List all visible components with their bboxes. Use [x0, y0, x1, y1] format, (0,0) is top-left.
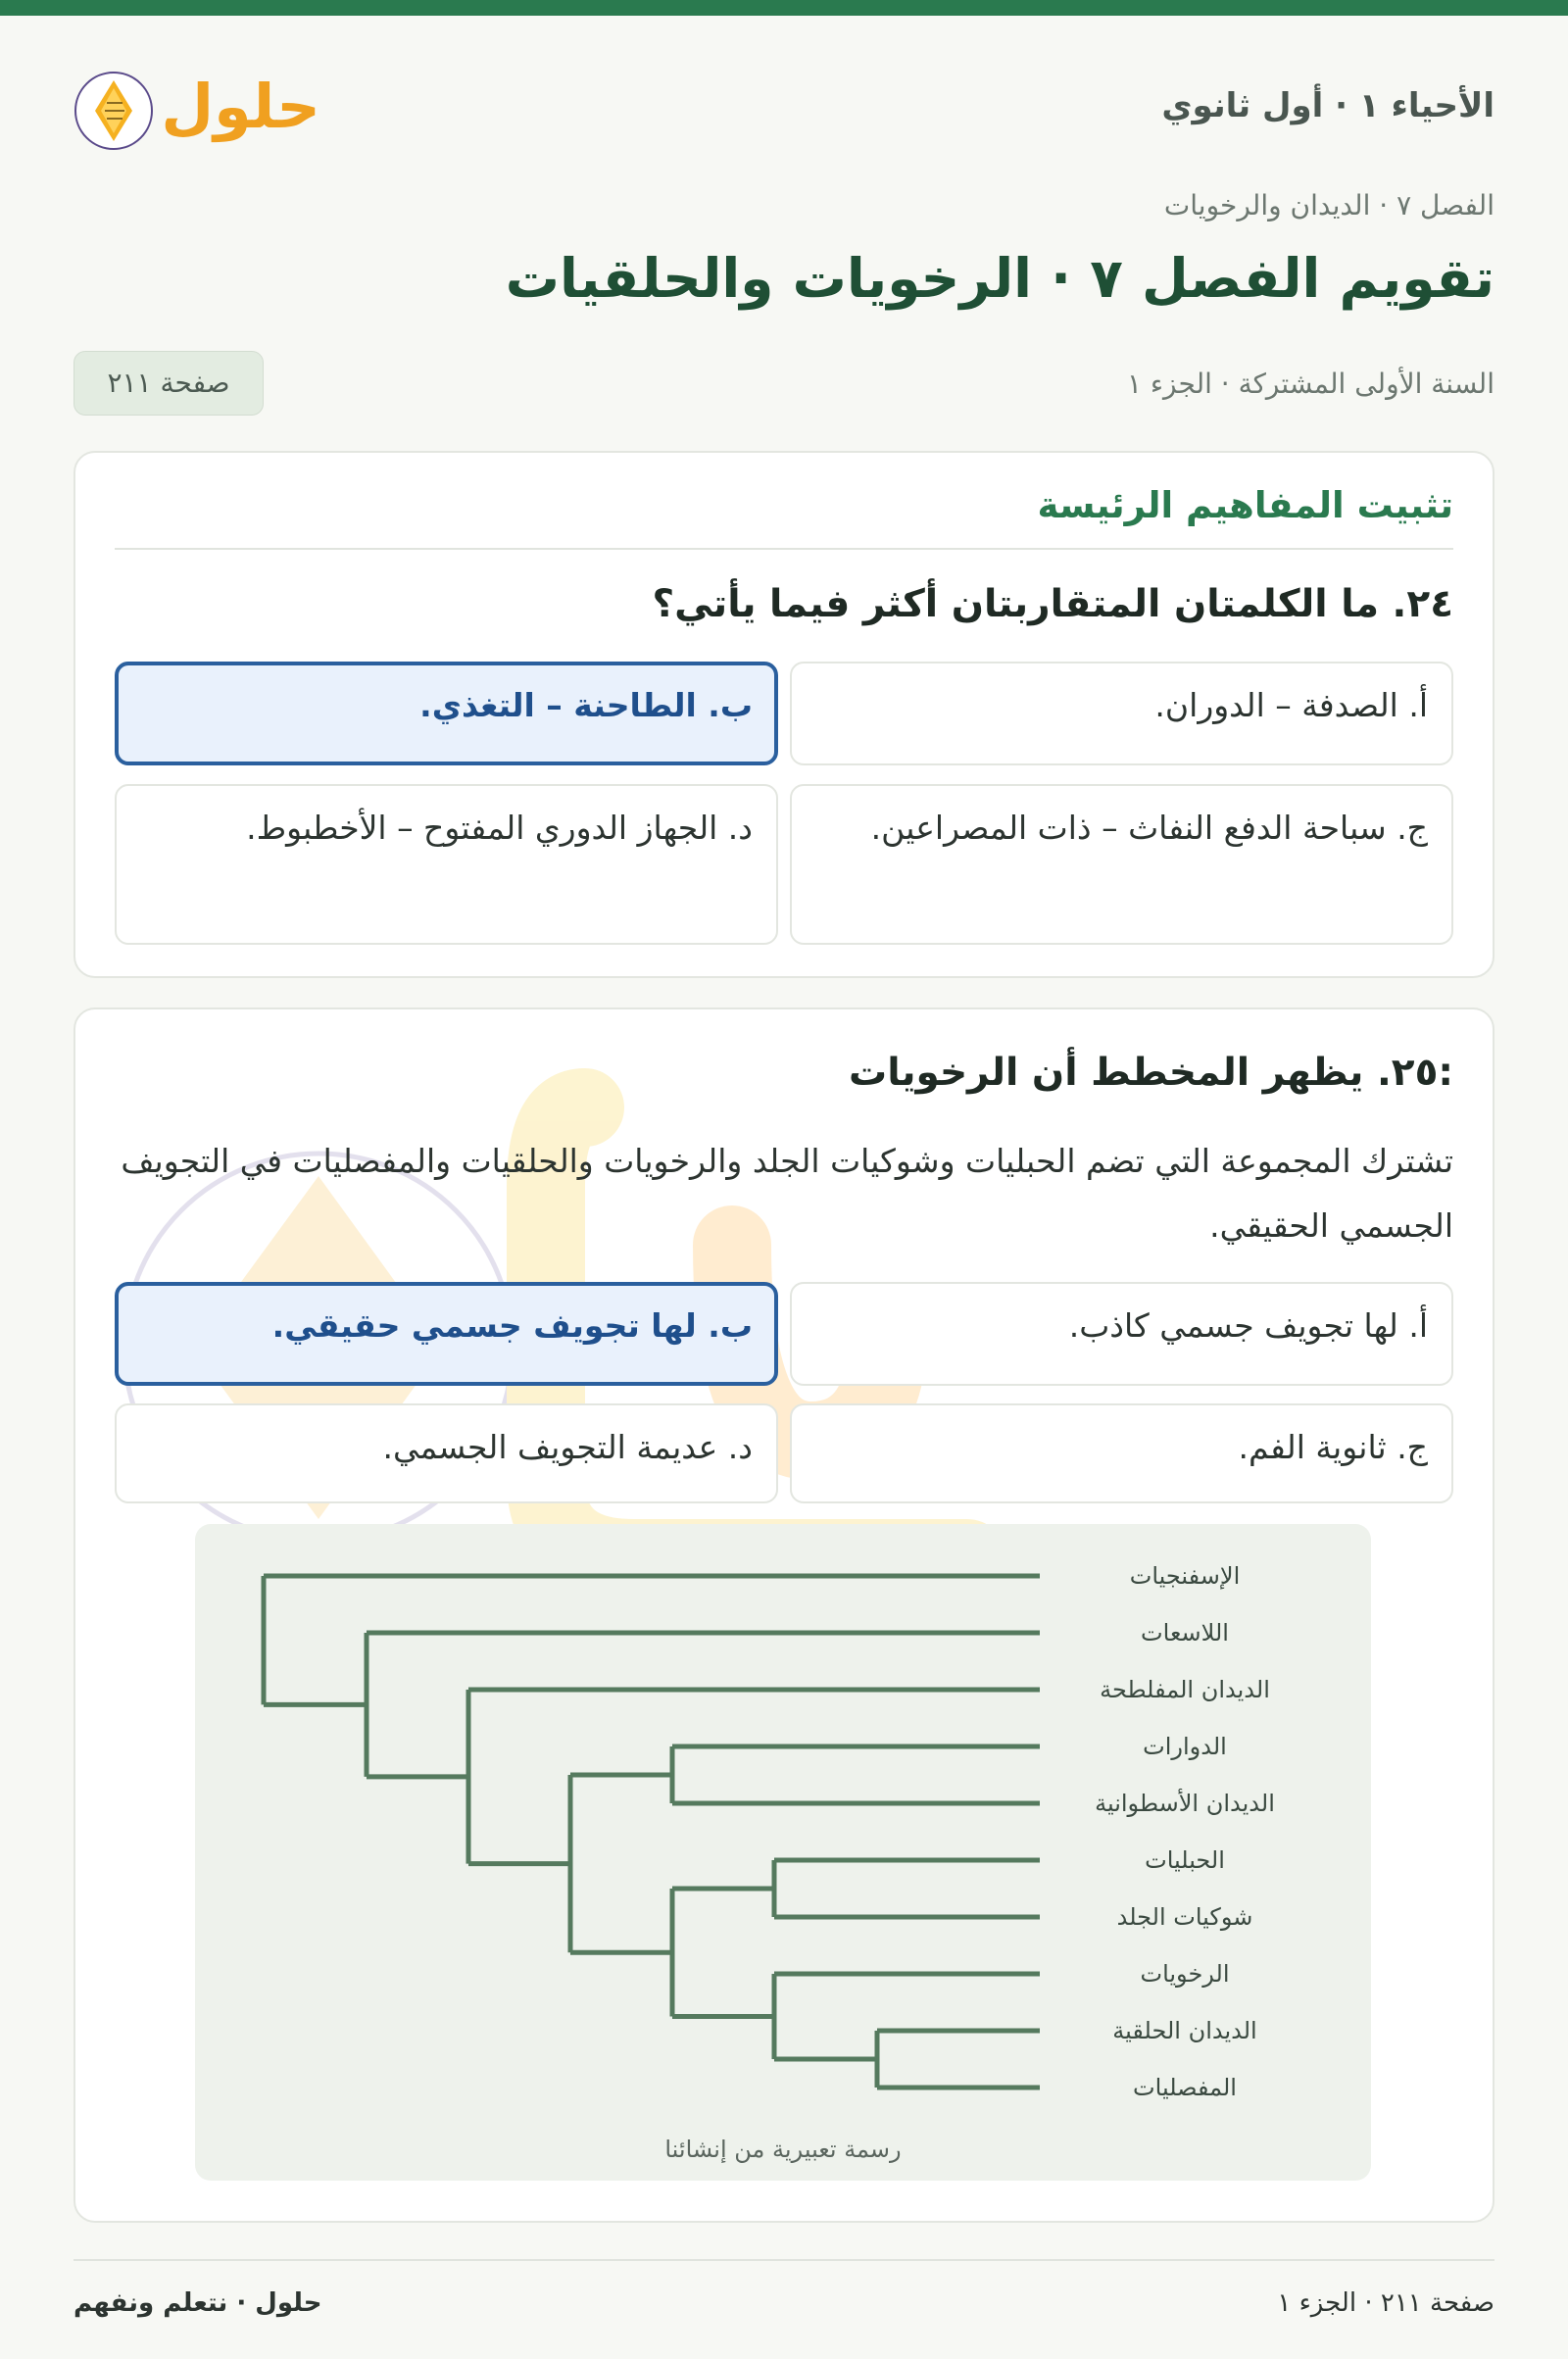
taxon-label: الديدان المفلطحة	[1100, 1676, 1270, 1703]
option-a[interactable]: أ. لها تجويف جسمي كاذب.	[790, 1282, 1453, 1386]
taxon-label: الدوارات	[1143, 1733, 1227, 1760]
grade-meta: السنة الأولى المشتركة · الجزء ١	[1126, 368, 1494, 400]
taxon-label: الديدان الأسطوانية	[1095, 1790, 1275, 1817]
hloul-logo[interactable]	[74, 59, 328, 152]
taxon-label: الديدان الحلقية	[1112, 2017, 1257, 2044]
footer-divider	[74, 2259, 1494, 2261]
cladogram-branches	[264, 1576, 1040, 2088]
question-25: ٢٥. يظهر المخطط أن الرخويات:	[849, 1051, 1453, 1095]
option-d: د. عديمة التجويف الجسمي.	[115, 1403, 778, 1503]
taxon-label: المفصليات	[1133, 2074, 1237, 2101]
taxon-label: شوكيات الجلد	[1116, 1903, 1253, 1931]
taxon-label: الإسفنجيات	[1129, 1562, 1241, 1590]
taxon-label: الحبليات	[1145, 1846, 1225, 1874]
footer-page-info: صفحة ٢١١ · الجزء ١	[1277, 2288, 1494, 2318]
page-title: تقويم الفصل ٧ · الرخويات والحلقيات	[505, 247, 1494, 310]
diagram-caption: رسمة تعبيرية من إنشائنا	[664, 2136, 902, 2163]
option-c[interactable]: ج. ثانوية الفم.	[790, 1403, 1453, 1503]
svg-text:حلول: حلول	[161, 71, 320, 142]
page-number-badge: صفحة ٢١١	[74, 351, 264, 416]
question-24: ٢٤. ما الكلمتان المتقاربتان أكثر فيما يأتي؟	[652, 582, 1453, 626]
cladogram	[195, 1524, 1371, 2181]
question-card-24	[74, 451, 1494, 978]
taxon-label: اللاسعات	[1141, 1619, 1229, 1646]
option-b-selected[interactable]: ب. لها تجويف جسمي حقيقي.	[115, 1282, 778, 1386]
option-c[interactable]: ج. سباحة الدفع النفاث – ذات المصراعين.	[790, 784, 1453, 945]
taxon-label: الرخويات	[1140, 1960, 1230, 1988]
top-accent-bar	[0, 0, 1568, 16]
hloul-logo-mark	[74, 59, 328, 152]
option-d[interactable]: د. الجهاز الدوري المفتوح – الأخطبوط.	[115, 784, 778, 945]
phylogenetic-tree-diagram	[195, 1524, 1371, 2181]
section-title: تثبيت المفاهيم الرئيسة	[1037, 484, 1453, 526]
breadcrumb[interactable]: الفصل ٧ · الديدان والرخويات	[1163, 189, 1494, 221]
question-stem: تشترك المجموعة التي تضم الحبليات وشوكيات الجلد والرخويات والحلقيات والمفصليات في التجويف الجسمي الحقيقي.	[121, 1142, 1453, 1245]
header	[74, 59, 1494, 152]
option-a[interactable]: أ. الصدفة – الدوران.	[790, 662, 1453, 765]
option-b-selected[interactable]: ب. الطاحنة – التغذي.	[115, 662, 778, 765]
subject-title: الأحياء ١ · أول ثانوي	[1161, 86, 1494, 125]
section-divider	[115, 548, 1453, 550]
question-card-25	[74, 1007, 1494, 2223]
cladogram-labels	[1095, 1562, 1275, 2101]
footer-brand: حلول · نتعلم ونفهم	[74, 2288, 322, 2318]
